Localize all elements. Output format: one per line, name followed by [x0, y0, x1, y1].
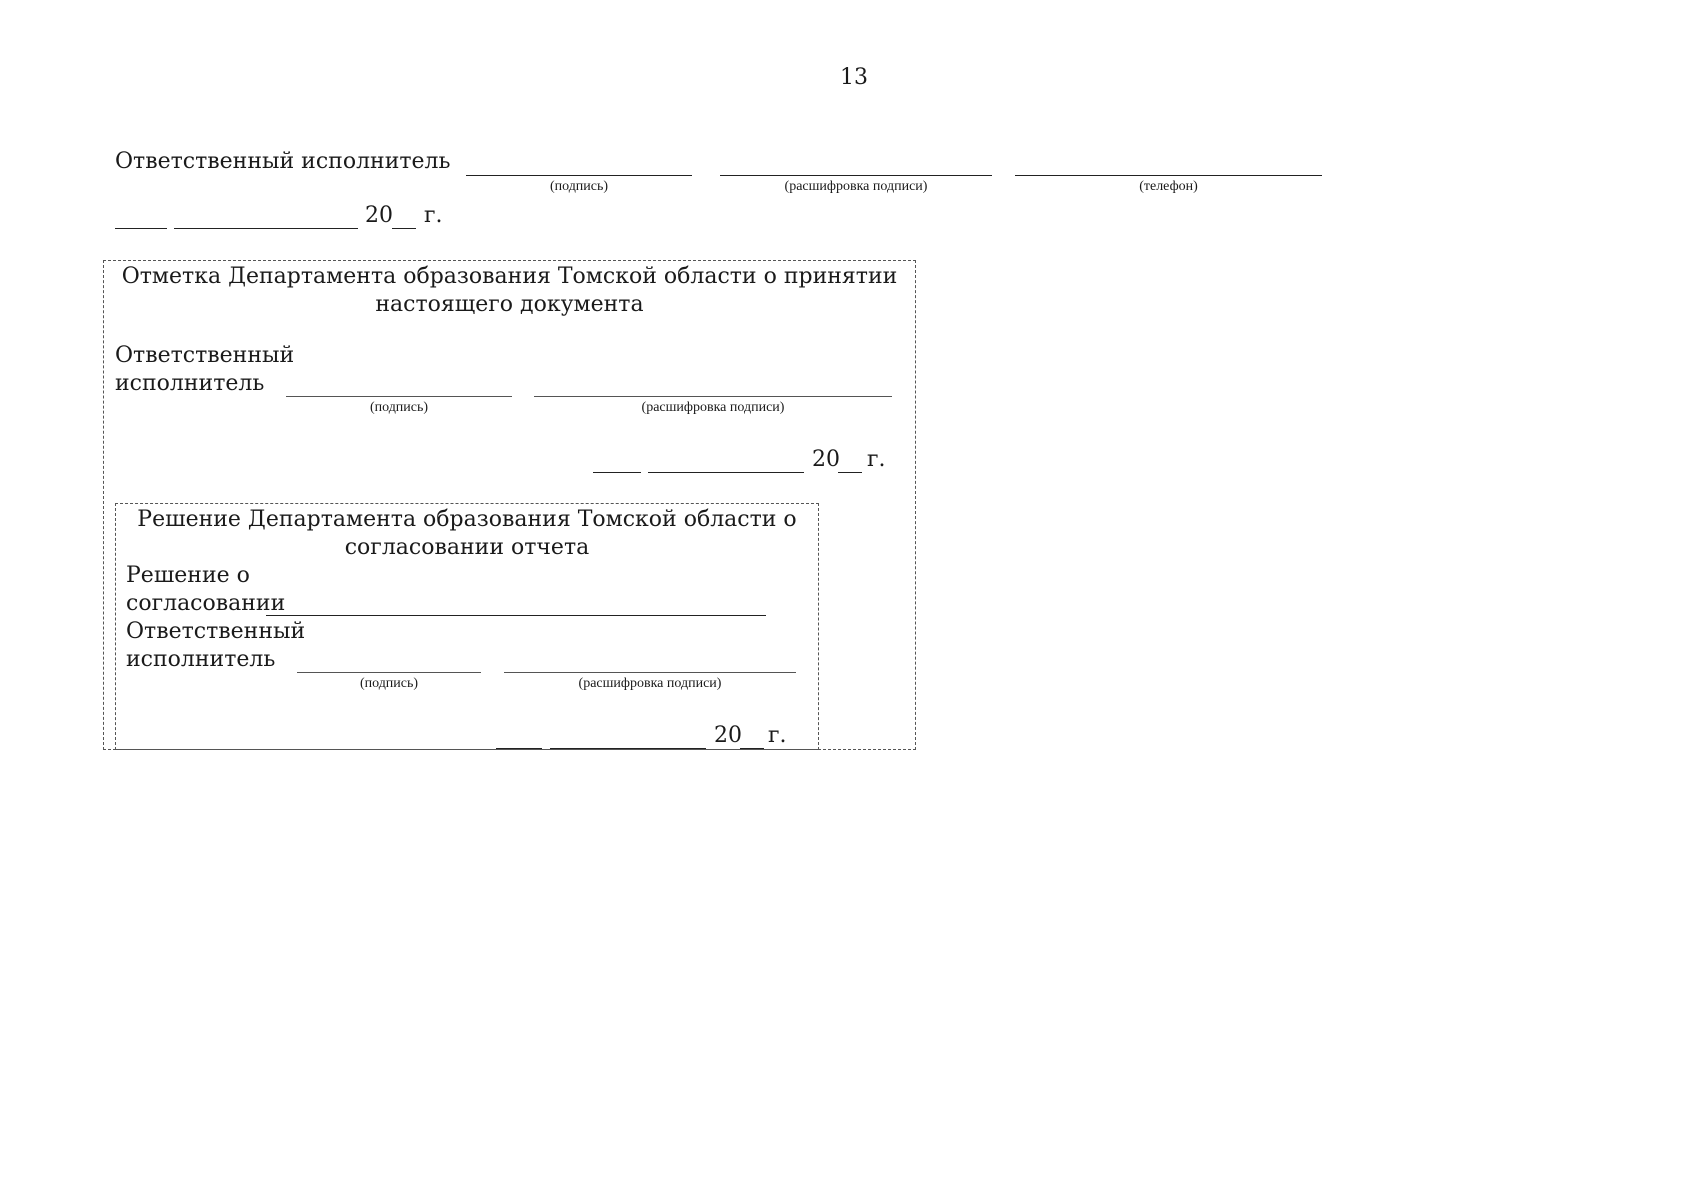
decision-executor-label-line2: исполнитель	[126, 647, 276, 672]
acceptance-date-day-line	[593, 472, 641, 473]
acceptance-date-year-suffix: г.	[867, 447, 886, 472]
phone-caption: (телефон)	[1139, 179, 1198, 194]
acceptance-date-month-line	[648, 472, 804, 473]
signature-decoding-caption: (расшифровка подписи)	[784, 179, 928, 194]
signature-caption: (подпись)	[549, 179, 609, 194]
acceptance-signature-caption: (подпись)	[369, 400, 429, 415]
signature-decoding-line	[720, 175, 992, 176]
acceptance-decoding-line	[534, 396, 892, 397]
decision-date-year-line	[740, 748, 764, 749]
decision-title-line2: согласовании отчета	[344, 535, 590, 560]
page-number: 13	[840, 65, 868, 90]
decision-label-line2: согласовании	[126, 591, 286, 616]
decision-executor-label	[126, 618, 305, 674]
decision-date-day-line	[496, 748, 542, 749]
acceptance-executor-label-line1: Ответственный	[115, 343, 295, 368]
acceptance-title	[103, 263, 916, 319]
decision-date-year-prefix: 20	[714, 723, 742, 748]
acceptance-title-line1: Отметка Департамента образования Томской области о принятии	[121, 264, 898, 289]
decision-decoding-line	[504, 672, 796, 673]
responsible-executor-label: Ответственный исполнитель	[115, 149, 451, 174]
acceptance-decoding-caption: (расшифровка подписи)	[641, 400, 785, 415]
decision-title-line1: Решение Департамента образования Томской области о	[137, 507, 797, 532]
phone-line	[1015, 175, 1322, 176]
acceptance-date-year-prefix: 20	[812, 447, 840, 472]
acceptance-executor-label	[115, 342, 294, 398]
decision-signature-line	[297, 672, 481, 673]
decision-title	[115, 506, 819, 562]
date-year-suffix: г.	[424, 203, 443, 228]
acceptance-executor-label-line2: исполнитель	[115, 371, 265, 396]
date-year-prefix: 20	[365, 203, 393, 228]
acceptance-date-year-line	[838, 472, 862, 473]
decision-label	[126, 562, 285, 618]
decision-date-month-line	[550, 748, 706, 749]
signature-line	[466, 175, 692, 176]
acceptance-title-line2: настоящего документа	[375, 292, 644, 317]
decision-signature-caption: (подпись)	[359, 676, 419, 691]
decision-text-line	[266, 615, 766, 616]
decision-decoding-caption: (расшифровка подписи)	[578, 676, 722, 691]
date-year-line	[392, 228, 416, 229]
date-month-line	[174, 228, 358, 229]
decision-executor-label-line1: Ответственный	[126, 619, 306, 644]
date-day-line	[115, 228, 167, 229]
decision-label-line1: Решение о	[126, 563, 250, 588]
decision-date-year-suffix: г.	[768, 723, 787, 748]
acceptance-signature-line	[286, 396, 512, 397]
